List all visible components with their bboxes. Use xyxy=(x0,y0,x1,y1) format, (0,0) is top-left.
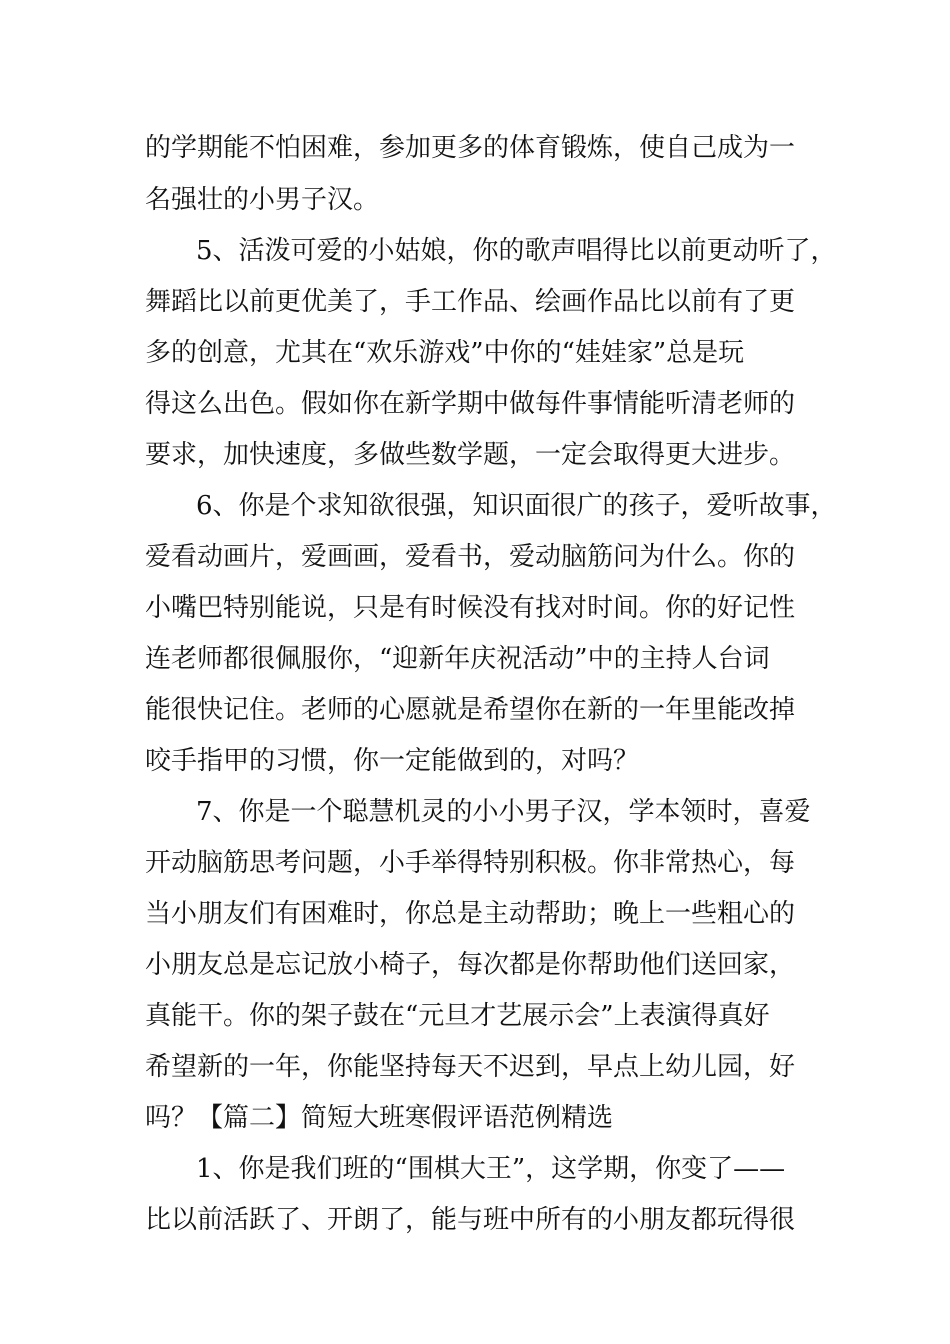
paragraph-7-start: 7、你是一个聪慧机灵的小小男子汉，学本领时，喜爱 xyxy=(196,797,811,827)
paragraph-5-start: 5、活泼可爱的小姑娘，你的歌声唱得比以前更动听了， xyxy=(196,236,837,266)
text-line: 的学期能不怕困难，参加更多的体育锻炼，使自己成为一 xyxy=(145,133,796,163)
text-line: 多的创意，尤其在“欢乐游戏”中你的“娃娃家”总是玩 xyxy=(145,338,745,368)
text-line: 能很快记住。老师的心愿就是希望你在新的一年里能改掉 xyxy=(145,695,796,725)
text-line: 咬手指甲的习惯，你一定能做到的，对吗？ xyxy=(145,746,640,776)
text-line: 舞蹈比以前更优美了，手工作品、绘画作品比以前有了更 xyxy=(145,287,796,317)
text-line: 开动脑筋思考问题，小手举得特别积极。你非常热心，每 xyxy=(145,848,796,878)
paragraph-1-start: 1、你是我们班的“围棋大王”，这学期，你变了—— xyxy=(196,1154,786,1184)
text-line: 要求，加快速度，多做些数学题，一定会取得更大进步。 xyxy=(145,440,796,470)
text-line: 名强壮的小男子汉。 xyxy=(145,185,380,215)
text-line: 希望新的一年，你能坚持每天不迟到，早点上幼儿园，好 xyxy=(145,1052,796,1082)
text-line: 爱看动画片，爱画画，爱看书，爱动脑筋问为什么。你的 xyxy=(145,542,796,572)
paragraph-6-start: 6、你是个求知欲很强，知识面很广的孩子，爱听故事， xyxy=(196,491,837,521)
text-line: 连老师都很佩服你，“迎新年庆祝活动”中的主持人台词 xyxy=(145,644,770,674)
text-line: 小嘴巴特别能说，只是有时候没有找对时间。你的好记性 xyxy=(145,593,796,623)
section-heading-line: 吗？【篇二】简短大班寒假评语范例精选 xyxy=(145,1103,614,1133)
text-line: 得这么出色。假如你在新学期中做每件事情能听清老师的 xyxy=(145,389,796,419)
text-line: 比以前活跃了、开朗了，能与班中所有的小朋友都玩得很 xyxy=(145,1205,796,1235)
text-line: 真能干。你的架子鼓在“元旦才艺展示会”上表演得真好 xyxy=(145,1001,770,1031)
text-line: 当小朋友们有困难时，你总是主动帮助；晚上一些粗心的 xyxy=(145,899,796,929)
text-line: 小朋友总是忘记放小椅子，每次都是你帮助他们送回家， xyxy=(145,950,796,980)
